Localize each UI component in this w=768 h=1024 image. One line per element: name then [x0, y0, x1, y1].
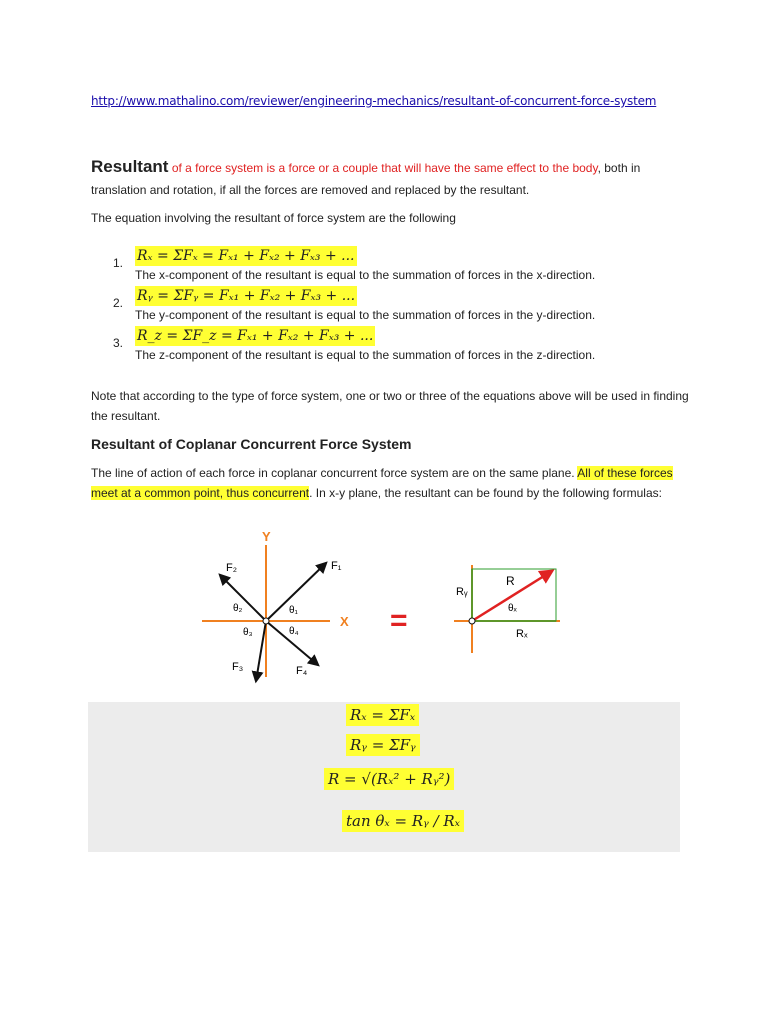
force-f3-label: F₃ [232, 661, 244, 673]
x-axis-label: X [340, 614, 349, 629]
equation-formula: Rᵧ = ΣFᵧ = Fₓ₁ + Fₓ₂ + Fₓ₃ + ... [137, 288, 356, 304]
equation-item [91, 246, 691, 286]
equation-number: 1. [113, 256, 124, 270]
y-axis-label: Y [262, 529, 271, 544]
formula-box [88, 702, 680, 852]
resultant-origin [469, 618, 475, 624]
formula-tan: tan θₓ = Rᵧ / Rₓ [342, 810, 464, 832]
rx-label: Rₓ [516, 628, 528, 640]
force-f2-label: F₂ [226, 562, 237, 574]
equation-formula: Rₓ = ΣFₓ = Fₓ₁ + Fₓ₂ + Fₓ₃ + ... [137, 248, 355, 264]
source-link[interactable]: http://www.mathalino.com/reviewer/engineering-mechanics/resultant-of-concurrent-force-system [91, 94, 657, 108]
intro-rest-first-line: , both in [597, 161, 641, 175]
equation-number: 3. [113, 336, 124, 350]
resultant-definition: of a force system is a force or a couple that will have the same effect to the body [171, 161, 598, 175]
resultant-term: Resultant [91, 157, 169, 176]
force-f2-arrow [220, 575, 266, 621]
force-f3-arrow [256, 621, 266, 681]
force-diagram [190, 527, 590, 687]
paragraph-start: The line of action of each force in coplanar concurrent force system are on the same plane. [91, 466, 578, 480]
equals-sign: = [390, 604, 408, 637]
equation-description: The z-component of the resultant is equal to the summation of forces in the z-direction. [135, 348, 596, 362]
angle-theta3-label: θ₃ [243, 627, 253, 638]
ry-label: Rᵧ [456, 586, 468, 598]
origin-point [263, 618, 269, 624]
equation-description: The y-component of the resultant is equal to the summation of forces in the y-direction. [135, 308, 596, 322]
note-paragraph: Note that according to the type of force system, one or two or three of the equations above will be used in finding the resultant. [91, 389, 689, 423]
intro-paragraph [91, 156, 691, 201]
equation-formula: R_z = ΣF_z = Fₓ₁ + Fₓ₂ + Fₓ₃ + ... [137, 328, 374, 344]
equation-item [91, 326, 691, 366]
coplanar-paragraph [91, 463, 691, 503]
equation-number: 2. [113, 296, 124, 310]
equation-list [91, 246, 691, 366]
theta-x-label: θₓ [508, 603, 517, 614]
resultant-label: R [506, 574, 515, 588]
angle-theta2-label: θ₂ [233, 603, 243, 614]
paragraph-highlight: All of these forces meet at a common point, thus concurrent [91, 466, 673, 500]
formula-r: R = √(Rₓ² + Rᵧ²) [324, 768, 454, 790]
section-heading: Resultant of Coplanar Concurrent Force System [91, 436, 412, 452]
angle-theta1-label: θ₁ [289, 605, 298, 616]
force-f1-label: F₁ [331, 560, 342, 572]
equation-description: The x-component of the resultant is equal to the summation of forces in the x-direction. [135, 268, 596, 282]
equation-item [91, 286, 691, 326]
intro-rest-second-line: translation and rotation, if all the forces are removed and replaced by the resultant. [91, 183, 530, 197]
force-f4-label: F₄ [296, 665, 308, 677]
angle-theta4-label: θ₄ [289, 626, 299, 637]
formula-rx: Rₓ = ΣFₓ [346, 704, 419, 726]
paragraph-end: . In x-y plane, the resultant can be found by the following formulas: [309, 486, 662, 500]
equations-lead: The equation involving the resultant of force system are the following [91, 211, 456, 225]
formula-ry: Rᵧ = ΣFᵧ [346, 734, 420, 756]
